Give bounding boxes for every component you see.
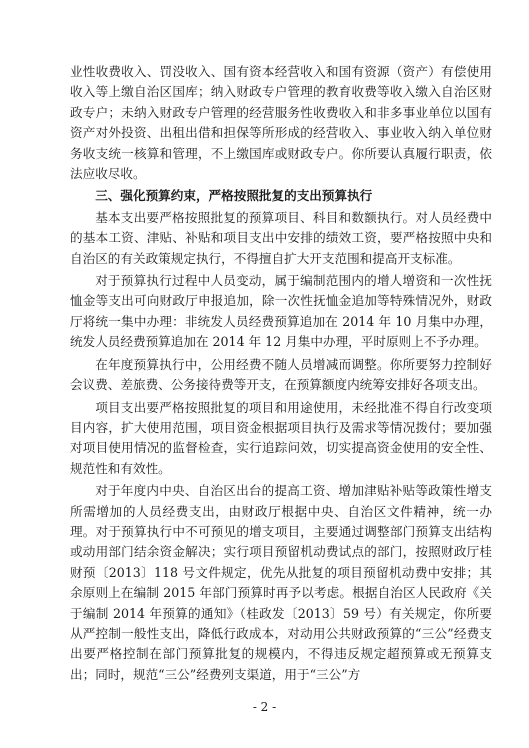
paragraph-project-expenditure: 项目支出要严格按照批复的项目和用途使用，未经批准不得自行改变项目内容，扩大使用范围，项目资金根据项目执行及需求等情况拨付；要加强对项目使用情况的监督检查，实行追踪问效，切实提高资金使用的安全性、规范性和有效性。 bbox=[70, 399, 492, 476]
paragraph-policy-increase: 对于年度内中央、自治区出台的提高工资、增加津贴补贴等政策性增支所需增加的人员经费支出，由财政厅根据中央、自治区文件精神，统一办理。对于预算执行中不可预见的增支项目，主要通过调整部门预算支出结构或动用部门结余资金解决；实行项目预留机动费试点的部门，按照财政厅桂财预〔2013〕118 号文件规定，优先从批复的项目预留机动费中安排；其余原则上在编制 2015 年部门预算时再予以考虑。根据自治区人民政府《关于编制 2014 年预算的通知》（桂政发〔2013〕59 号）有关规定，你所要从严控制一般性支出，降低行政成本，对动用公共财政预算的“三公”经费支出要严格控制在部门预算批复的规模内，不得违反规定超预算或无预算支出；同时，规范“三公”经费列支渠道，用于“三公”方 bbox=[70, 483, 492, 682]
section-heading: 三、强化预算约束，严格按照批复的支出预算执行 bbox=[95, 188, 373, 204]
page-number: - 2 - bbox=[252, 700, 277, 714]
paragraph-basic-expenditure: 基本支出要严格按照批复的预算项目、科目和数额执行。对人员经费中的基本工资、津贴、补贴和项目支出中安排的绩效工资，要严格按照中央和自治区的有关政策规定执行，不得擅自扩大开支范围和提高开支标准。 bbox=[70, 209, 492, 266]
document-body bbox=[70, 62, 492, 687]
paragraph-continued: 业性收费收入、罚没收入、国有资本经营收入和国有资源（资产）有偿使用收入等上缴自治区国库；纳入财政专户管理的教育收费等收入缴入自治区财政专户；未纳入财政专户管理的经营服务性收费收入和非多事业单位以国有资产对外投资、出租出借和担保等所形成的经营收入、事业收入纳入单位财务收支统一核算和管理，不上缴国库或财政专户。你所要认真履行职责，依法应收尽收。 bbox=[70, 64, 492, 182]
paragraph-personnel-change: 对于预算执行过程中人员变动，属于编制范围内的增人增资和一次性抚恤金等支出可向财政厅申报追加，除一次性抚恤金追加等特殊情况外，财政厅将统一集中办理：非统发人员经费预算追加在 2014 年 10 月集中办理，统发人员经费预算追加在 2014 年 12 月集中办理，平时原则上不予办理。 bbox=[70, 273, 492, 350]
paragraph-public-funds: 在年度预算执行中，公用经费不随人员增减而调整。你所要努力控制好会议费、差旅费、公务接待费等开支，在预算额度内统筹安排好各项支出。 bbox=[70, 356, 492, 393]
